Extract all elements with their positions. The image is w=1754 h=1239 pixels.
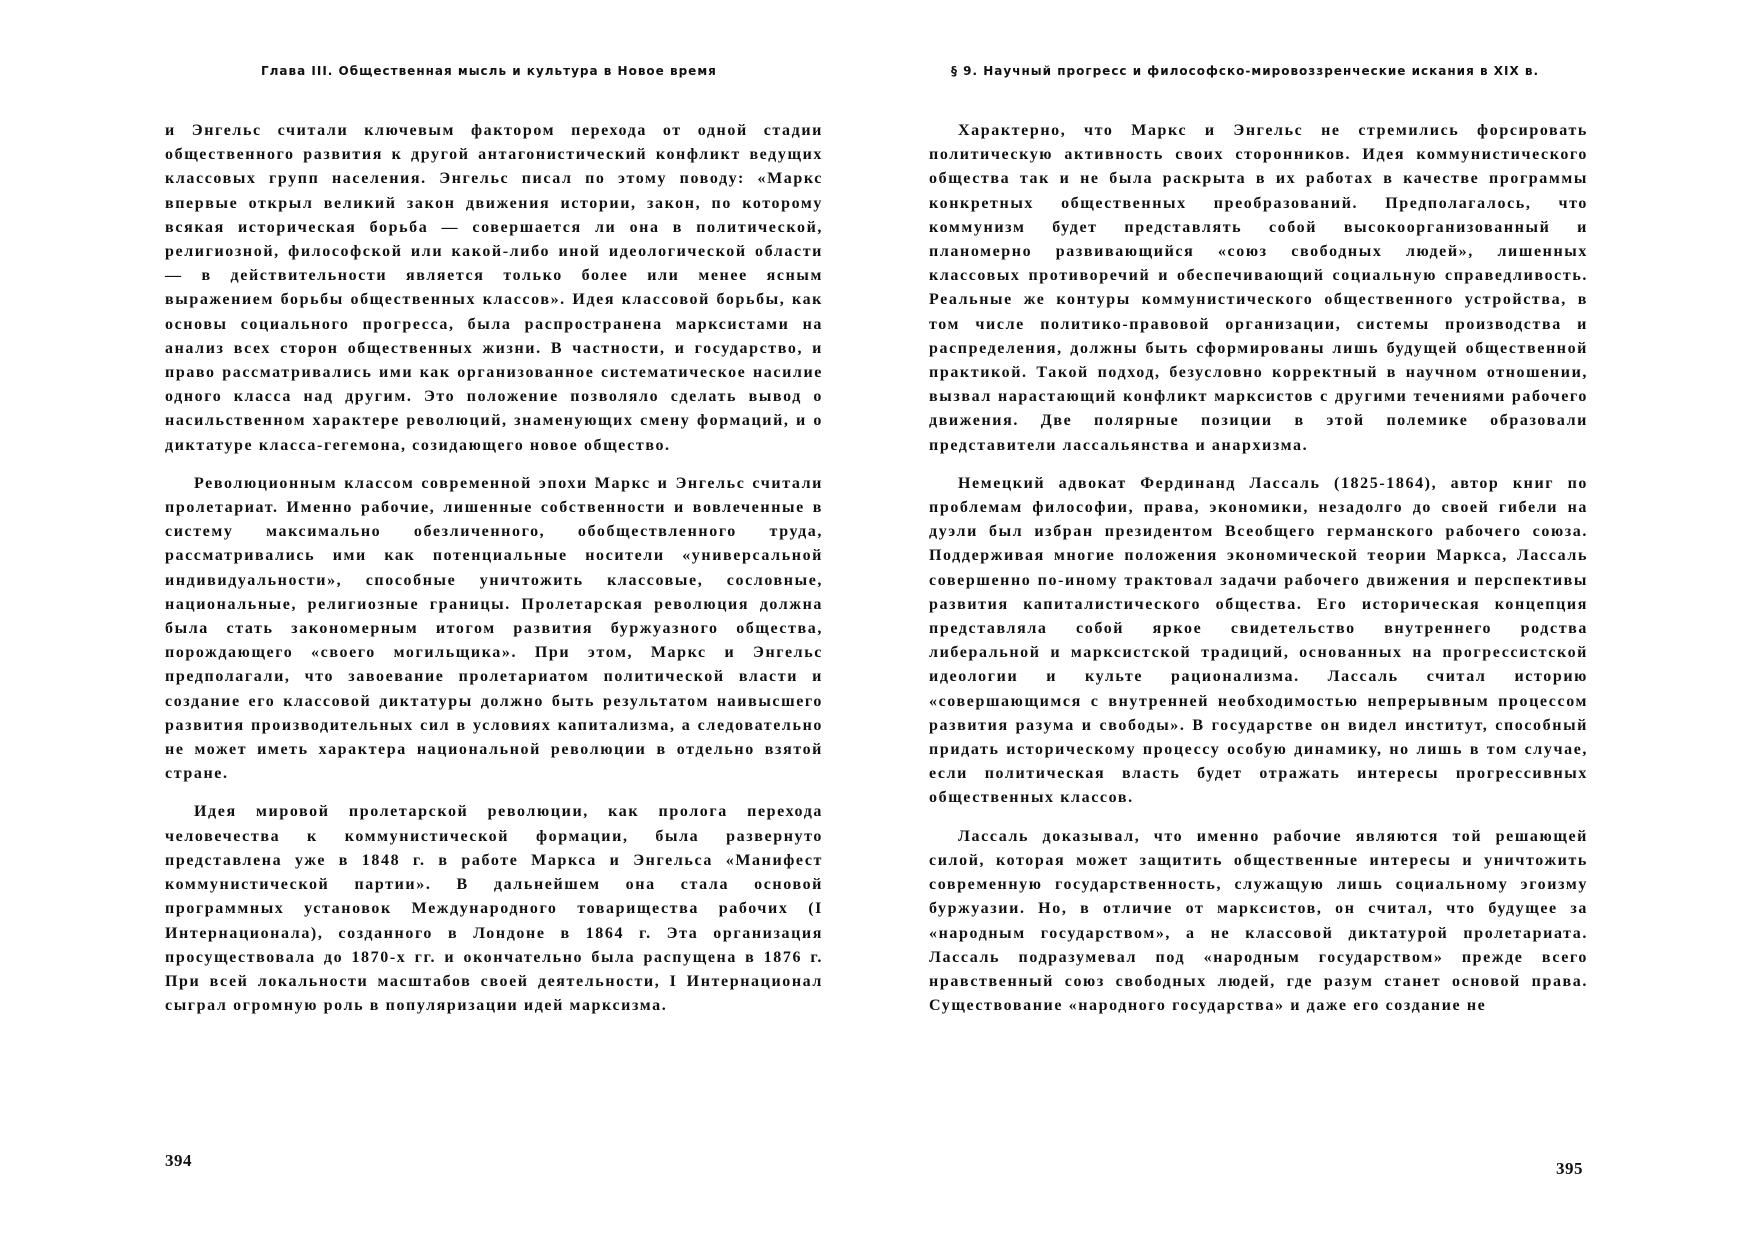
- left-paragraph-3: Идея мировой пролетарской революции, как пролога перехода человечества к коммунистической формации, была развернуто представлена уже в 1848 г. в работе Маркса и Энгельса «Манифест коммунистической партии». В дальнейшем она стала основой программных установок Международного товарищества рабочих (I Интернационала), созданного в Лондоне в 1864 г. Эта организация просуществовала до 1870-х гг. и окончательно была распущена в 1876 г. При всей локальности масштабов своей деятельности, I Интернационал сыграл огромную роль в популяризации идей марксизма.: [165, 803, 823, 1015]
- left-running-head: Глава III. Общественная мысль и культура в Новое время: [261, 64, 717, 78]
- right-paragraph-1: Характерно, что Маркс и Энгельс не стремились форсировать политическую активность своих сторонников. Идея коммунистического общества так и не была раскрыта в их работах в качестве программы конкретных общественных преобразований. Предполагалось, что коммунизм будет представлять собой высокоорганизованный и планомерно развивающийся «союз свободных людей», лишенных классовых противоречий и обеспечивающий социальную справедливость. Реальные же контуры коммунистического общественного устройства, в том числе политико-правовой организации, системы производства и распределения, должны быть сформированы лишь будущей общественной практикой. Такой подход, безусловно корректный в научном отношении, вызвал нарастающий конфликт марксистов с другими течениями рабочего движения. Две полярные позиции в этой полемике образовали представители лассальянства и анархизма.: [929, 122, 1588, 454]
- right-paragraph-2: Немецкий адвокат Фердинанд Лассаль (1825-1864), автор книг по проблемам философии, права, экономики, незадолго до своей гибели на дуэли был избран президентом Всеобщего германского рабочего союза. Поддерживая многие положения экономической теории Маркса, Лассаль совершенно по-иному трактовал задачи рабочего движения и перспективы развития капиталистического общества. Его историческая концепция представляла собой яркое свидетельство внутреннего родства либеральной и марксистской традиций, основанных на прогрессистской идеологии и культе рационализма. Лассаль считал историю «совершающимся с внутренней необходимостью непрерывным процессом развития разума и свободы». В государстве он видел институт, способный придать историческому процессу особую динамику, но лишь в том случае, если политическая власть будет отражать интересы прогрессивных общественных классов.: [929, 474, 1588, 807]
- right-paragraph-3: Лассаль доказывал, что именно рабочие являются той решающей силой, которая может защитить общественные интересы и уничтожить современную государственность, служащую лишь социальному эгоизму буржуазии. Но, в отличие от марксистов, он считал, что будущее за «народным государством», а не классовой диктатурой пролетариата. Лассаль подразумевал под «народным государством» прежде всего нравственный союз свободных людей, где разум станет основой права. Существование «народного государства» и даже его создание не: [929, 827, 1588, 1015]
- right-page-number: 395: [1556, 1159, 1583, 1178]
- left-paragraph-1: и Энгельс считали ключевым фактором перехода от одной стадии общественного развития к другой антагонистический конфликт ведущих классовых групп населения. Энгельс писал по этому поводу: «Маркс впервые открыл великий закон движения истории, закон, по которому всякая историческая борьба — совершается ли она в политической, религиозной, философской или какой-либо иной идеологической области — в действительности является только более или менее ясным выражением борьбы общественных классов». Идея классовой борьбы, как основы социального прогресса, была распространена марксистами на анализ всех сторон общественных жизни. В частности, и государство, и право рассматривались ими как организованное систематическое насилие одного класса над другим. Это положение позволяло сделать вывод о насильственном характере революций, знаменующих смену формаций, и о диктатуре класса-гегемона, созидающего новое общество.: [165, 122, 823, 454]
- left-paragraph-2: Революционным классом современной эпохи Маркс и Энгельс считали пролетариат. Именно рабочие, лишенные собственности и вовлеченные в систему максимально обезличенного, обобществленного труда, рассматривались ими как потенциальные носители «универсальной индивидуальности», способные уничтожить классовые, сословные, национальные, религиозные границы. Пролетарская революция должна была стать закономерным итогом развития буржуазного общества, порождающего «своего могильщика». При этом, Маркс и Энгельс предполагали, что завоевание пролетариатом политической власти и создание его классовой диктатуры должно быть результатом наивысшего развития производительных сил в условиях капитализма, а следовательно не может иметь характера национальной революции в отдельно взятой стране.: [165, 474, 823, 783]
- right-text-block: [929, 119, 1588, 1032]
- right-page: [877, 0, 1754, 1239]
- left-text-block: [165, 119, 823, 1032]
- right-running-head: § 9. Научный прогресс и философско-мировоззренческие искания в XIX в.: [951, 64, 1540, 78]
- left-page-number: 394: [165, 1151, 192, 1170]
